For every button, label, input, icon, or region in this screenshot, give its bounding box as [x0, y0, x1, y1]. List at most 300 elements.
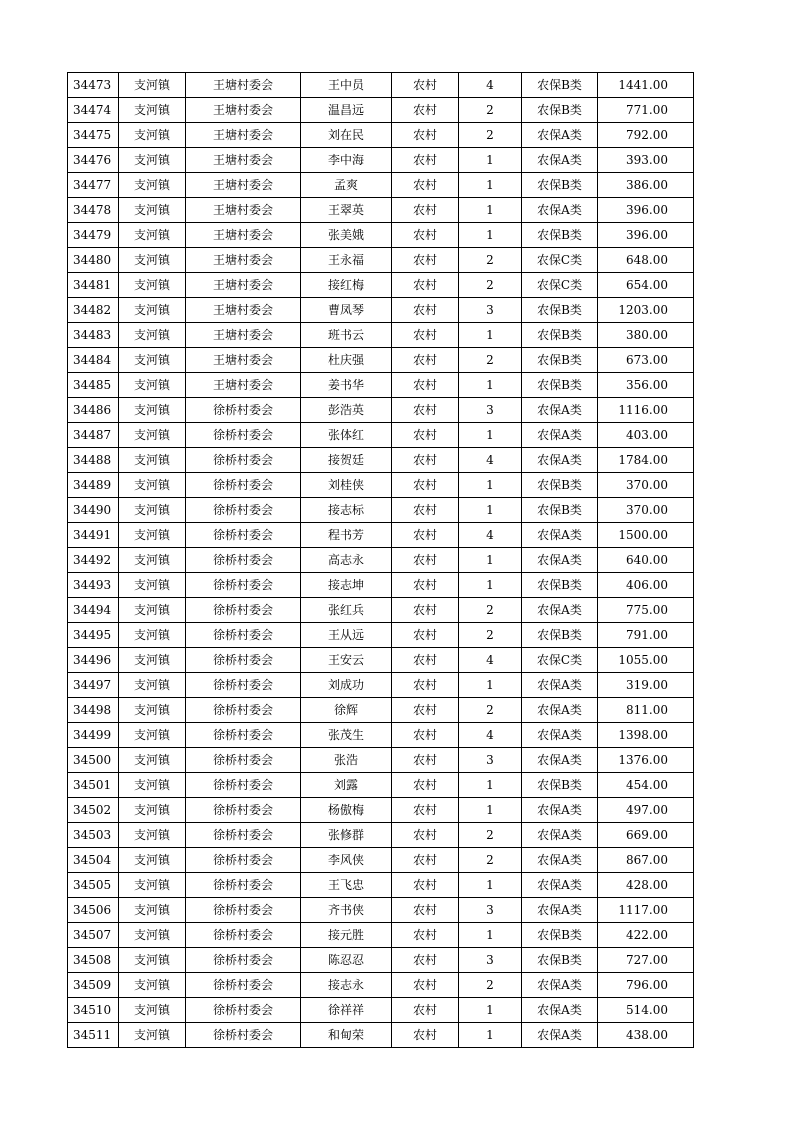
- person-name-cell: 接志永: [301, 973, 392, 998]
- record-id-cell: 34494: [68, 598, 119, 623]
- area-type-cell: 农村: [392, 173, 459, 198]
- person-name-cell: 刘成功: [301, 673, 392, 698]
- record-id-cell: 34497: [68, 673, 119, 698]
- amount-cell: 370.00: [598, 473, 694, 498]
- town-cell: 支河镇: [119, 248, 186, 273]
- area-type-cell: 农村: [392, 98, 459, 123]
- table-row: [68, 573, 694, 598]
- household-size-cell: 2: [459, 598, 522, 623]
- village-committee-cell: 徐桥村委会: [186, 923, 301, 948]
- record-id-cell: 34504: [68, 848, 119, 873]
- table-row: [68, 448, 694, 473]
- household-size-cell: 3: [459, 898, 522, 923]
- insurance-category-cell: 农保B类: [522, 773, 598, 798]
- town-cell: 支河镇: [119, 123, 186, 148]
- insurance-category-cell: 农保B类: [522, 473, 598, 498]
- amount-cell: 771.00: [598, 98, 694, 123]
- insurance-category-cell: 农保B类: [522, 223, 598, 248]
- table-row: [68, 148, 694, 173]
- household-size-cell: 1: [459, 148, 522, 173]
- household-size-cell: 1: [459, 873, 522, 898]
- person-name-cell: 徐辉: [301, 698, 392, 723]
- record-id-cell: 34492: [68, 548, 119, 573]
- amount-cell: 1500.00: [598, 523, 694, 548]
- village-committee-cell: 徐桥村委会: [186, 773, 301, 798]
- village-committee-cell: 王塘村委会: [186, 348, 301, 373]
- village-committee-cell: 徐桥村委会: [186, 673, 301, 698]
- area-type-cell: 农村: [392, 573, 459, 598]
- town-cell: 支河镇: [119, 348, 186, 373]
- record-id-cell: 34480: [68, 248, 119, 273]
- record-id-cell: 34500: [68, 748, 119, 773]
- area-type-cell: 农村: [392, 998, 459, 1023]
- insurance-category-cell: 农保A类: [522, 548, 598, 573]
- town-cell: 支河镇: [119, 673, 186, 698]
- record-id-cell: 34473: [68, 73, 119, 98]
- amount-cell: 1441.00: [598, 73, 694, 98]
- insurance-category-cell: 农保B类: [522, 948, 598, 973]
- person-name-cell: 高志永: [301, 548, 392, 573]
- person-name-cell: 张红兵: [301, 598, 392, 623]
- village-committee-cell: 徐桥村委会: [186, 623, 301, 648]
- person-name-cell: 彭浩英: [301, 398, 392, 423]
- person-name-cell: 张茂生: [301, 723, 392, 748]
- area-type-cell: 农村: [392, 698, 459, 723]
- table-row: [68, 473, 694, 498]
- person-name-cell: 杜庆强: [301, 348, 392, 373]
- area-type-cell: 农村: [392, 673, 459, 698]
- record-id-cell: 34478: [68, 198, 119, 223]
- person-name-cell: 王安云: [301, 648, 392, 673]
- table-row: [68, 1023, 694, 1048]
- town-cell: 支河镇: [119, 848, 186, 873]
- person-name-cell: 杨傲梅: [301, 798, 392, 823]
- household-size-cell: 1: [459, 198, 522, 223]
- person-name-cell: 张美娥: [301, 223, 392, 248]
- table-row: [68, 623, 694, 648]
- insurance-category-cell: 农保B类: [522, 98, 598, 123]
- area-type-cell: 农村: [392, 473, 459, 498]
- amount-cell: 356.00: [598, 373, 694, 398]
- amount-cell: 396.00: [598, 223, 694, 248]
- person-name-cell: 姜书华: [301, 373, 392, 398]
- area-type-cell: 农村: [392, 648, 459, 673]
- town-cell: 支河镇: [119, 698, 186, 723]
- table-row: [68, 123, 694, 148]
- insurance-category-cell: 农保B类: [522, 573, 598, 598]
- amount-cell: 403.00: [598, 423, 694, 448]
- record-id-cell: 34493: [68, 573, 119, 598]
- area-type-cell: 农村: [392, 873, 459, 898]
- amount-cell: 673.00: [598, 348, 694, 373]
- table-row: [68, 498, 694, 523]
- household-size-cell: 3: [459, 398, 522, 423]
- amount-cell: 454.00: [598, 773, 694, 798]
- village-committee-cell: 王塘村委会: [186, 98, 301, 123]
- person-name-cell: 陈忍忍: [301, 948, 392, 973]
- insurance-category-cell: 农保A类: [522, 798, 598, 823]
- village-committee-cell: 徐桥村委会: [186, 723, 301, 748]
- household-size-cell: 2: [459, 348, 522, 373]
- table-row: [68, 248, 694, 273]
- area-type-cell: 农村: [392, 148, 459, 173]
- table-row: [68, 348, 694, 373]
- village-committee-cell: 徐桥村委会: [186, 1023, 301, 1048]
- village-committee-cell: 王塘村委会: [186, 73, 301, 98]
- record-id-cell: 34477: [68, 173, 119, 198]
- table-row: [68, 598, 694, 623]
- town-cell: 支河镇: [119, 548, 186, 573]
- household-size-cell: 4: [459, 73, 522, 98]
- insurance-category-cell: 农保A类: [522, 123, 598, 148]
- insurance-category-cell: 农保B类: [522, 923, 598, 948]
- village-committee-cell: 王塘村委会: [186, 223, 301, 248]
- area-type-cell: 农村: [392, 823, 459, 848]
- household-size-cell: 1: [459, 498, 522, 523]
- village-committee-cell: 徐桥村委会: [186, 898, 301, 923]
- insurance-category-cell: 农保A类: [522, 198, 598, 223]
- person-name-cell: 徐祥祥: [301, 998, 392, 1023]
- household-size-cell: 1: [459, 323, 522, 348]
- insurance-category-cell: 农保C类: [522, 648, 598, 673]
- village-committee-cell: 王塘村委会: [186, 198, 301, 223]
- amount-cell: 393.00: [598, 148, 694, 173]
- record-id-cell: 34481: [68, 273, 119, 298]
- record-id-cell: 34488: [68, 448, 119, 473]
- amount-cell: 791.00: [598, 623, 694, 648]
- village-committee-cell: 徐桥村委会: [186, 548, 301, 573]
- area-type-cell: 农村: [392, 198, 459, 223]
- town-cell: 支河镇: [119, 523, 186, 548]
- town-cell: 支河镇: [119, 198, 186, 223]
- record-id-cell: 34483: [68, 323, 119, 348]
- record-id-cell: 34511: [68, 1023, 119, 1048]
- household-size-cell: 3: [459, 748, 522, 773]
- table-row: [68, 523, 694, 548]
- household-size-cell: 2: [459, 248, 522, 273]
- amount-cell: 370.00: [598, 498, 694, 523]
- amount-cell: 497.00: [598, 798, 694, 823]
- amount-cell: 669.00: [598, 823, 694, 848]
- village-committee-cell: 王塘村委会: [186, 248, 301, 273]
- person-name-cell: 李风侠: [301, 848, 392, 873]
- record-id-cell: 34506: [68, 898, 119, 923]
- village-committee-cell: 王塘村委会: [186, 273, 301, 298]
- amount-cell: 406.00: [598, 573, 694, 598]
- person-name-cell: 班书云: [301, 323, 392, 348]
- person-name-cell: 刘露: [301, 773, 392, 798]
- record-id-cell: 34479: [68, 223, 119, 248]
- town-cell: 支河镇: [119, 773, 186, 798]
- area-type-cell: 农村: [392, 798, 459, 823]
- records-table: [67, 72, 694, 1048]
- record-id-cell: 34507: [68, 923, 119, 948]
- table-row: [68, 823, 694, 848]
- person-name-cell: 刘在民: [301, 123, 392, 148]
- town-cell: 支河镇: [119, 798, 186, 823]
- area-type-cell: 农村: [392, 723, 459, 748]
- village-committee-cell: 徐桥村委会: [186, 998, 301, 1023]
- town-cell: 支河镇: [119, 373, 186, 398]
- amount-cell: 811.00: [598, 698, 694, 723]
- table-row: [68, 748, 694, 773]
- area-type-cell: 农村: [392, 1023, 459, 1048]
- household-size-cell: 1: [459, 1023, 522, 1048]
- insurance-category-cell: 农保A类: [522, 398, 598, 423]
- area-type-cell: 农村: [392, 848, 459, 873]
- amount-cell: 640.00: [598, 548, 694, 573]
- town-cell: 支河镇: [119, 398, 186, 423]
- person-name-cell: 张浩: [301, 748, 392, 773]
- household-size-cell: 1: [459, 773, 522, 798]
- amount-cell: 386.00: [598, 173, 694, 198]
- insurance-category-cell: 农保A类: [522, 1023, 598, 1048]
- record-id-cell: 34501: [68, 773, 119, 798]
- person-name-cell: 接志坤: [301, 573, 392, 598]
- person-name-cell: 王中员: [301, 73, 392, 98]
- record-id-cell: 34498: [68, 698, 119, 723]
- record-id-cell: 34491: [68, 523, 119, 548]
- insurance-category-cell: 农保A类: [522, 523, 598, 548]
- table-row: [68, 198, 694, 223]
- insurance-category-cell: 农保B类: [522, 348, 598, 373]
- record-id-cell: 34503: [68, 823, 119, 848]
- amount-cell: 396.00: [598, 198, 694, 223]
- household-size-cell: 4: [459, 523, 522, 548]
- village-committee-cell: 王塘村委会: [186, 123, 301, 148]
- amount-cell: 422.00: [598, 923, 694, 948]
- town-cell: 支河镇: [119, 448, 186, 473]
- town-cell: 支河镇: [119, 273, 186, 298]
- table-row: [68, 423, 694, 448]
- table-body: [68, 73, 694, 1048]
- area-type-cell: 农村: [392, 598, 459, 623]
- amount-cell: 796.00: [598, 973, 694, 998]
- table-row: [68, 723, 694, 748]
- amount-cell: 654.00: [598, 273, 694, 298]
- area-type-cell: 农村: [392, 523, 459, 548]
- town-cell: 支河镇: [119, 98, 186, 123]
- person-name-cell: 接志标: [301, 498, 392, 523]
- household-size-cell: 2: [459, 98, 522, 123]
- insurance-category-cell: 农保B类: [522, 298, 598, 323]
- person-name-cell: 王翠英: [301, 198, 392, 223]
- insurance-category-cell: 农保A类: [522, 448, 598, 473]
- household-size-cell: 2: [459, 973, 522, 998]
- household-size-cell: 1: [459, 998, 522, 1023]
- amount-cell: 1376.00: [598, 748, 694, 773]
- village-committee-cell: 徐桥村委会: [186, 873, 301, 898]
- table-row: [68, 298, 694, 323]
- person-name-cell: 李中海: [301, 148, 392, 173]
- area-type-cell: 农村: [392, 973, 459, 998]
- table-row: [68, 998, 694, 1023]
- record-id-cell: 34475: [68, 123, 119, 148]
- household-size-cell: 3: [459, 948, 522, 973]
- household-size-cell: 1: [459, 173, 522, 198]
- person-name-cell: 温昌远: [301, 98, 392, 123]
- table-row: [68, 948, 694, 973]
- record-id-cell: 34495: [68, 623, 119, 648]
- village-committee-cell: 徐桥村委会: [186, 648, 301, 673]
- table-row: [68, 173, 694, 198]
- town-cell: 支河镇: [119, 73, 186, 98]
- table-row: [68, 898, 694, 923]
- insurance-category-cell: 农保B类: [522, 498, 598, 523]
- town-cell: 支河镇: [119, 973, 186, 998]
- person-name-cell: 王从远: [301, 623, 392, 648]
- area-type-cell: 农村: [392, 373, 459, 398]
- table-row: [68, 373, 694, 398]
- person-name-cell: 孟爽: [301, 173, 392, 198]
- person-name-cell: 程书芳: [301, 523, 392, 548]
- town-cell: 支河镇: [119, 473, 186, 498]
- town-cell: 支河镇: [119, 423, 186, 448]
- insurance-category-cell: 农保C类: [522, 273, 598, 298]
- village-committee-cell: 徐桥村委会: [186, 748, 301, 773]
- table-row: [68, 873, 694, 898]
- record-id-cell: 34486: [68, 398, 119, 423]
- town-cell: 支河镇: [119, 948, 186, 973]
- amount-cell: 792.00: [598, 123, 694, 148]
- village-committee-cell: 徐桥村委会: [186, 423, 301, 448]
- area-type-cell: 农村: [392, 248, 459, 273]
- household-size-cell: 4: [459, 448, 522, 473]
- town-cell: 支河镇: [119, 873, 186, 898]
- record-id-cell: 34499: [68, 723, 119, 748]
- table-row: [68, 223, 694, 248]
- person-name-cell: 曹凤琴: [301, 298, 392, 323]
- household-size-cell: 1: [459, 423, 522, 448]
- table-row: [68, 698, 694, 723]
- insurance-category-cell: 农保A类: [522, 848, 598, 873]
- table-row: [68, 273, 694, 298]
- table-row: [68, 323, 694, 348]
- person-name-cell: 王飞忠: [301, 873, 392, 898]
- village-committee-cell: 徐桥村委会: [186, 973, 301, 998]
- insurance-category-cell: 农保A类: [522, 748, 598, 773]
- town-cell: 支河镇: [119, 898, 186, 923]
- person-name-cell: 接红梅: [301, 273, 392, 298]
- area-type-cell: 农村: [392, 748, 459, 773]
- insurance-category-cell: 农保A类: [522, 723, 598, 748]
- household-size-cell: 1: [459, 223, 522, 248]
- village-committee-cell: 徐桥村委会: [186, 473, 301, 498]
- record-id-cell: 34508: [68, 948, 119, 973]
- insurance-category-cell: 农保A类: [522, 423, 598, 448]
- area-type-cell: 农村: [392, 448, 459, 473]
- area-type-cell: 农村: [392, 423, 459, 448]
- table-row: [68, 673, 694, 698]
- record-id-cell: 34474: [68, 98, 119, 123]
- household-size-cell: 4: [459, 723, 522, 748]
- village-committee-cell: 徐桥村委会: [186, 823, 301, 848]
- town-cell: 支河镇: [119, 598, 186, 623]
- amount-cell: 438.00: [598, 1023, 694, 1048]
- town-cell: 支河镇: [119, 573, 186, 598]
- village-committee-cell: 王塘村委会: [186, 323, 301, 348]
- record-id-cell: 34490: [68, 498, 119, 523]
- area-type-cell: 农村: [392, 898, 459, 923]
- village-committee-cell: 徐桥村委会: [186, 798, 301, 823]
- area-type-cell: 农村: [392, 323, 459, 348]
- village-committee-cell: 徐桥村委会: [186, 398, 301, 423]
- household-size-cell: 1: [459, 673, 522, 698]
- town-cell: 支河镇: [119, 823, 186, 848]
- village-committee-cell: 徐桥村委会: [186, 698, 301, 723]
- town-cell: 支河镇: [119, 748, 186, 773]
- town-cell: 支河镇: [119, 648, 186, 673]
- insurance-category-cell: 农保A类: [522, 998, 598, 1023]
- area-type-cell: 农村: [392, 73, 459, 98]
- table-row: [68, 773, 694, 798]
- household-size-cell: 1: [459, 923, 522, 948]
- household-size-cell: 3: [459, 298, 522, 323]
- village-committee-cell: 王塘村委会: [186, 298, 301, 323]
- table-row: [68, 398, 694, 423]
- village-committee-cell: 徐桥村委会: [186, 573, 301, 598]
- town-cell: 支河镇: [119, 498, 186, 523]
- table-row: [68, 648, 694, 673]
- insurance-category-cell: 农保B类: [522, 73, 598, 98]
- village-committee-cell: 王塘村委会: [186, 373, 301, 398]
- amount-cell: 867.00: [598, 848, 694, 873]
- area-type-cell: 农村: [392, 623, 459, 648]
- household-size-cell: 1: [459, 473, 522, 498]
- village-committee-cell: 徐桥村委会: [186, 948, 301, 973]
- village-committee-cell: 王塘村委会: [186, 148, 301, 173]
- area-type-cell: 农村: [392, 348, 459, 373]
- person-name-cell: 接贺廷: [301, 448, 392, 473]
- town-cell: 支河镇: [119, 998, 186, 1023]
- household-size-cell: 1: [459, 798, 522, 823]
- insurance-category-cell: 农保B类: [522, 173, 598, 198]
- amount-cell: 1055.00: [598, 648, 694, 673]
- amount-cell: 1398.00: [598, 723, 694, 748]
- town-cell: 支河镇: [119, 298, 186, 323]
- area-type-cell: 农村: [392, 548, 459, 573]
- area-type-cell: 农村: [392, 923, 459, 948]
- record-id-cell: 34502: [68, 798, 119, 823]
- table-row: [68, 923, 694, 948]
- person-name-cell: 刘桂侠: [301, 473, 392, 498]
- village-committee-cell: 王塘村委会: [186, 173, 301, 198]
- household-size-cell: 1: [459, 373, 522, 398]
- record-id-cell: 34485: [68, 373, 119, 398]
- record-id-cell: 34496: [68, 648, 119, 673]
- household-size-cell: 2: [459, 848, 522, 873]
- household-size-cell: 1: [459, 548, 522, 573]
- person-name-cell: 张修群: [301, 823, 392, 848]
- insurance-category-cell: 农保A类: [522, 673, 598, 698]
- town-cell: 支河镇: [119, 323, 186, 348]
- insurance-category-cell: 农保A类: [522, 598, 598, 623]
- insurance-category-cell: 农保B类: [522, 323, 598, 348]
- amount-cell: 1203.00: [598, 298, 694, 323]
- insurance-category-cell: 农保C类: [522, 248, 598, 273]
- household-size-cell: 4: [459, 648, 522, 673]
- record-id-cell: 34482: [68, 298, 119, 323]
- area-type-cell: 农村: [392, 223, 459, 248]
- table-row: [68, 848, 694, 873]
- record-id-cell: 34487: [68, 423, 119, 448]
- household-size-cell: 2: [459, 823, 522, 848]
- table-row: [68, 98, 694, 123]
- household-size-cell: 2: [459, 273, 522, 298]
- town-cell: 支河镇: [119, 723, 186, 748]
- table-row: [68, 798, 694, 823]
- village-committee-cell: 徐桥村委会: [186, 448, 301, 473]
